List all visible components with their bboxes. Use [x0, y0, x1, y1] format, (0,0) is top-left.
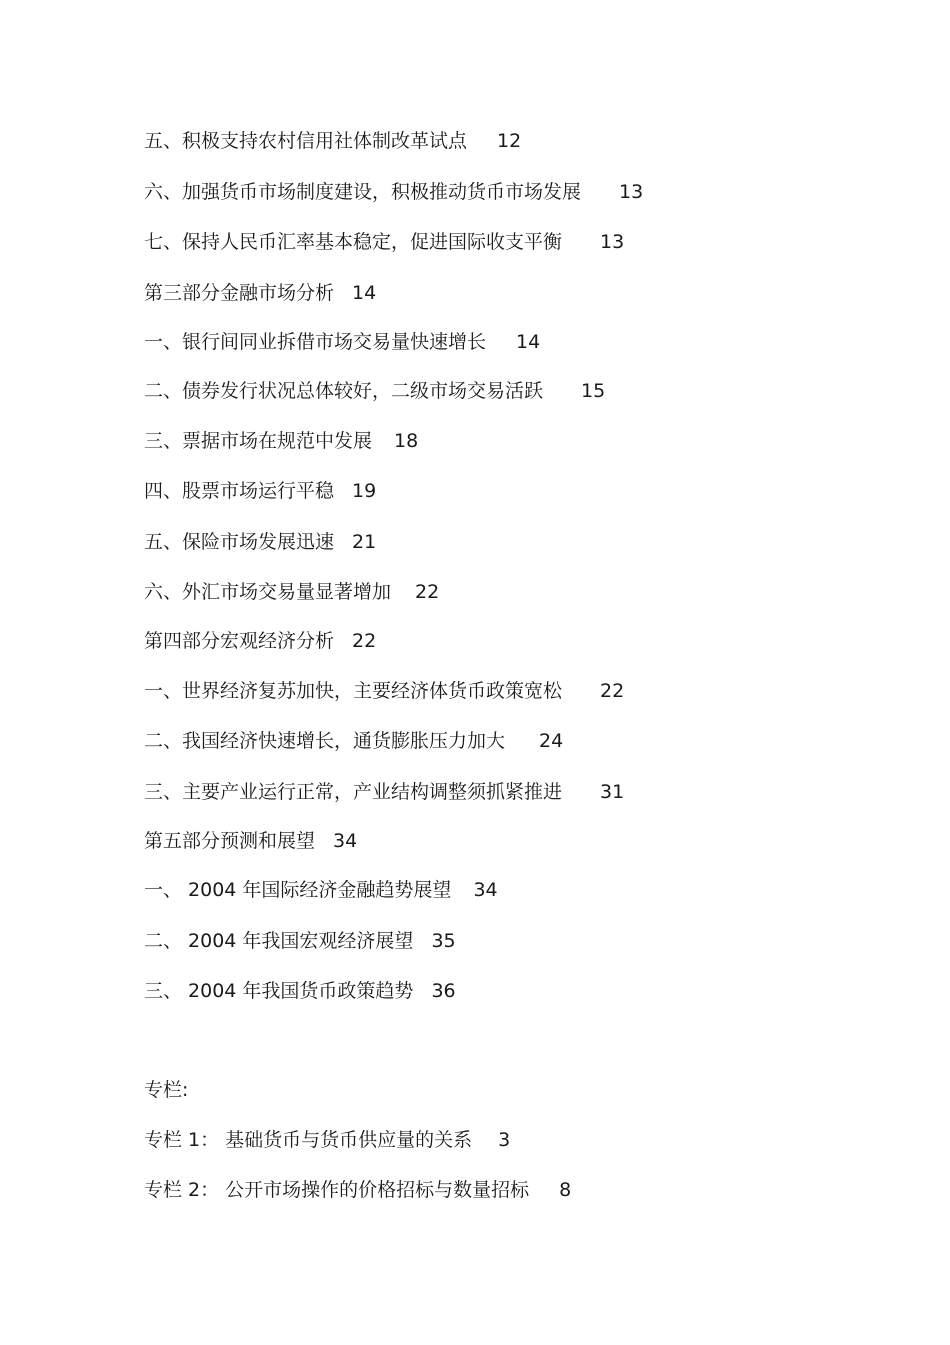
toc-entry[interactable] — [144, 179, 643, 205]
toc-entry[interactable] — [144, 728, 563, 754]
toc-entry-title: 一、 2004 年国际经济金融趋势展望 — [144, 879, 452, 901]
toc-entry-title: 一、世界经济复苏加快，主要经济体货币政策宽松 — [144, 680, 563, 702]
toc-entry-page: 14 — [516, 331, 541, 353]
column-entry-page: 3 — [498, 1129, 511, 1151]
column-entry-title: 专栏 2： 公开市场操作的价格招标与数量招标 — [144, 1179, 530, 1201]
toc-entry-page: 31 — [600, 781, 625, 803]
column-entry[interactable] — [144, 1177, 571, 1203]
toc-entry-page: 34 — [473, 879, 498, 901]
toc-entry[interactable] — [144, 229, 624, 255]
toc-entry-title: 六、外汇市场交易量显著增加 — [144, 581, 392, 603]
toc-entry-page: 14 — [352, 282, 377, 304]
toc-entry-page: 19 — [352, 480, 377, 502]
toc-entry-page: 36 — [431, 980, 456, 1002]
toc-entry-title: 六、加强货币市场制度建设，积极推动货币市场发展 — [144, 181, 582, 203]
toc-entry[interactable] — [144, 128, 521, 154]
toc-entry-page: 13 — [600, 231, 625, 253]
toc-entry-title: 第三部分金融市场分析 — [144, 282, 335, 304]
toc-entry-page: 22 — [600, 680, 625, 702]
toc-entry-title: 二、我国经济快速增长，通货膨胀压力加大 — [144, 730, 506, 752]
toc-entry[interactable] — [144, 329, 540, 355]
toc-entry-title: 四、股票市场运行平稳 — [144, 480, 335, 502]
toc-entry-page: 21 — [352, 531, 377, 553]
toc-entry[interactable] — [144, 529, 376, 555]
toc-entry-title: 五、保险市场发展迅速 — [144, 531, 335, 553]
toc-entry-page: 22 — [415, 581, 440, 603]
toc-entry-title: 第五部分预测和展望 — [144, 830, 316, 852]
toc-entry[interactable] — [144, 978, 456, 1004]
toc-entry-title: 二、债券发行状况总体较好，二级市场交易活跃 — [144, 380, 544, 402]
toc-entry-page: 18 — [394, 430, 419, 452]
toc-section-heading[interactable] — [144, 280, 376, 306]
toc-entry-title: 三、 2004 年我国货币政策趋势 — [144, 980, 414, 1002]
toc-entry[interactable] — [144, 428, 418, 454]
toc-entry-title: 三、主要产业运行正常，产业结构调整须抓紧推进 — [144, 781, 563, 803]
toc-entry-page: 15 — [581, 380, 606, 402]
column-entry-page: 8 — [559, 1179, 572, 1201]
toc-entry[interactable] — [144, 877, 498, 903]
toc-entry-page: 34 — [333, 830, 358, 852]
columns-heading: 专栏: — [144, 1079, 189, 1101]
toc-entry[interactable] — [144, 378, 605, 404]
toc-entry[interactable] — [144, 928, 456, 954]
toc-entry-title: 二、 2004 年我国宏观经济展望 — [144, 930, 414, 952]
column-entry-title: 专栏 1： 基础货币与货币供应量的关系 — [144, 1129, 473, 1151]
column-entry[interactable] — [144, 1127, 510, 1153]
toc-entry-title: 第四部分宏观经济分析 — [144, 630, 335, 652]
toc-entry-page: 35 — [431, 930, 456, 952]
toc-entry-title: 一、银行间同业拆借市场交易量快速增长 — [144, 331, 487, 353]
toc-entry-page: 13 — [619, 181, 644, 203]
toc-section-heading[interactable] — [144, 628, 376, 654]
toc-section-heading[interactable] — [144, 828, 357, 854]
toc-entry[interactable] — [144, 478, 376, 504]
toc-entry-title: 五、积极支持农村信用社体制改革试点 — [144, 130, 468, 152]
toc-entry[interactable] — [144, 678, 624, 704]
toc-entry[interactable] — [144, 579, 439, 605]
toc-entry-page: 24 — [539, 730, 564, 752]
toc-entry[interactable] — [144, 779, 624, 805]
toc-entry-title: 七、保持人民币汇率基本稳定，促进国际收支平衡 — [144, 231, 563, 253]
toc-entry-page: 22 — [352, 630, 377, 652]
toc-entry-title: 三、票据市场在规范中发展 — [144, 430, 373, 452]
toc-entry-page: 12 — [497, 130, 522, 152]
